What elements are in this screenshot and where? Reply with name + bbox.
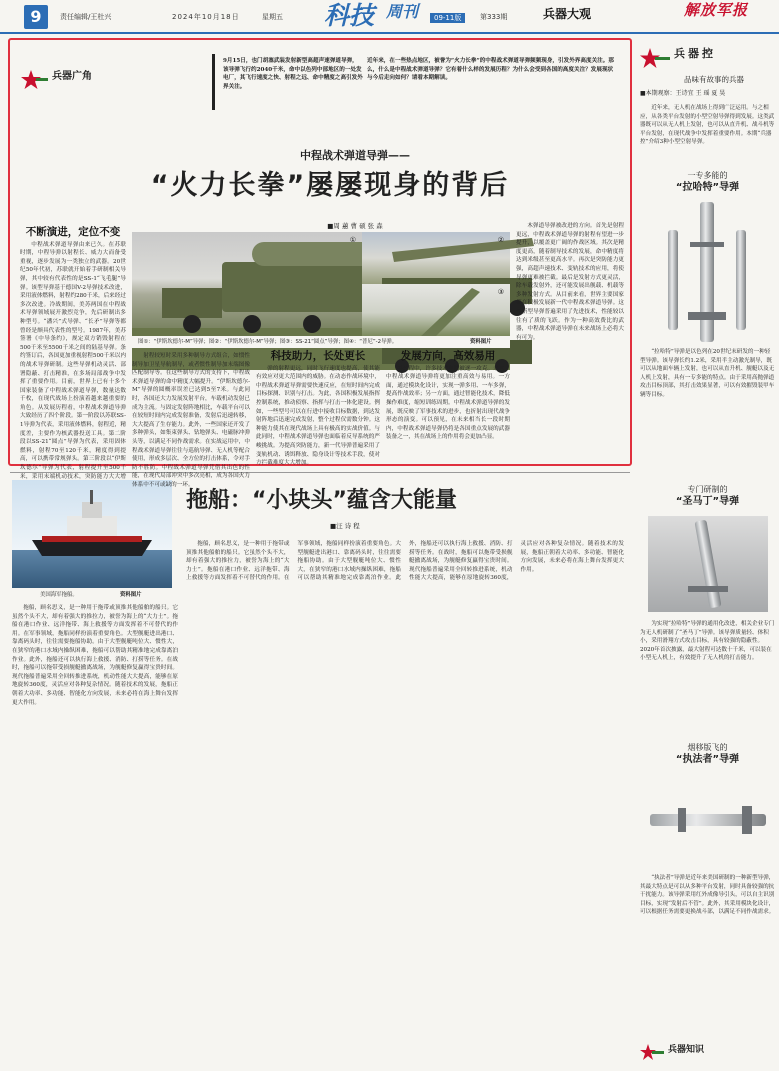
column-2-main xyxy=(132,352,250,488)
sidebar-title: 兵器控 xyxy=(674,47,716,60)
missile-1-image xyxy=(648,202,768,342)
issue-number: 第333期 xyxy=(480,13,508,21)
bottom-body-left xyxy=(12,604,178,1060)
sidebar-footer-logo xyxy=(640,1044,664,1062)
missile-2-image xyxy=(648,516,768,612)
photo-caption-text: 图①：“伊斯坎德尔-M”导弹；图②：“伊斯坎德尔-M”导弹；图③：SS-21“圆点”导弹；图④：“普尼”-2导弹。 xyxy=(138,339,398,345)
bottom-body-text xyxy=(186,540,624,1060)
masthead-subtitle: 周刊 xyxy=(386,2,419,21)
sidebar-logo xyxy=(640,48,670,70)
column-5 xyxy=(516,222,624,458)
column-3-main xyxy=(256,350,380,467)
column-name: 兵器大观 xyxy=(543,7,592,21)
page-header xyxy=(0,0,779,34)
section-label-text: 兵器广角 xyxy=(52,71,92,82)
photo-iskander-2 xyxy=(362,232,510,284)
photo-ss21 xyxy=(362,284,510,336)
sidebar-intro: 近年来，无人机在战场上得到广泛运用。与之相应，从各类平台发射的小型空射导弹得到发展。这类武器既可以从无人机上发射，也可以从直升机、战斗机等平台发射，在现代战争中发挥着重要作用。本期“兵器控”介绍3种小型空射导弹。 xyxy=(640,105,775,146)
summary-left: 9月15日，也门胡塞武装发射新型高超声速弹道导弹，该导弹飞行约2040千米，命中以色列中部地区的一处发电厂，其飞行速度之快、射程之远、命中精度之高引发外界关注。 xyxy=(223,58,363,90)
bottom-photo xyxy=(12,480,172,588)
column-1-text: 中程战术弹道导弹由来已久。在苏联时期，中程导弹以射程长、威力大而备受重视，逐步发展为一类独立的武器。20世纪50年代初，苏联就开始着手研制相关导弹，其中较有代表性的是SS-1“飞毛腿”导弹。该型导弹基于德国V-2导弹技术改进，采用液体燃料，射程约280千米，后来经过多次改进。冷战期间，美苏两国在中程战术导弹领域展开激烈竞争，先后研制出多种型号。“潘兴”式导弹、“长矛”导弹等都曾经是颇具代表性的型号。1987年，美苏签署《中导条约》，规定双方销毁射程在500千米至5500千米之间的陆基导弹。条约签订后，各国更加重视射程500千米以内的战术导弹研制。这些导弹机动灵活、部署隐蔽、打击精准，在多场局部战争中发挥了重要作用。目前，世界上已有十多个国家装备了中程战术弹道导弹，数量达数千枚，在现代战场上扮演着越来越重要的角色。从发展历程看，中程战术弹道导弹大致经历了四个阶段。第一阶段以苏联SS-1导弹为代表，采用液体燃料，射程近，精度差，主要作为核武器投送工具。第二阶段以SS-21“圆点”导弹为代表，采用固体燃料，射程70至120千米，精度得到提高，可以携带常规弹头。第三阶段以“伊斯坎德尔”导弹为代表，射程提升至500千米，采用末端机动技术，突防能力大大增 xyxy=(20,241,126,480)
issue-range: 09-11版 xyxy=(430,13,465,23)
sidebar-footer-label: 兵器知识 xyxy=(668,1045,705,1055)
sidebar-column-label: ■本期观察：王诗宜 王 瑶 夏 昊 xyxy=(640,90,726,97)
bottom-headline: 拖船：“小块头”蕴含大能量 xyxy=(186,488,457,513)
newspaper-logo: 解放军报 xyxy=(684,1,749,19)
missile-3-image xyxy=(648,774,768,870)
column-3-text: 弹的射程更远，同时飞行速度也提高，使其能有效应对更大范围内的威胁。在动态作战环境中，中程战术弹道导弹需要快速反应，在短时间内完成目标探测、识别与打击。为此，各国积极发展指挥控制系统，推动侦察、指挥与打击一体化建设。例如，一些型号可以在行进中接收目标数据，到达发射阵地后迅速完成发射，整个过程仅需数分钟。这种能力使其在现代战场上具有极高的实战价值。与此同时，中程战术弹道导弹也面临着反导系统的严峻挑战。为提高突防能力，新一代导弹普遍采用了变轨机动、诱饵释放、隐身设计等技术手段，使对方拦截难度大大增加。 xyxy=(256,365,380,467)
sidebar-item-3-tag: 烟移版飞的 xyxy=(687,743,728,752)
subhead-3: 发展方向，高效易用 xyxy=(400,350,496,362)
masthead-title: 科技 xyxy=(324,1,375,30)
bottom-byline: ■汪 诗 程 xyxy=(330,522,360,530)
headline: “火力长拳”屡屡现身的背后 xyxy=(150,170,510,201)
editor-credit: 责任编辑/王杜兴 xyxy=(60,13,112,21)
photo-iskander-1 xyxy=(132,232,362,336)
sidebar-item-1-text: “拉哈特”导弹是以色列在20世纪末研发的一种轻型导弹。该导弹长约1.2米，采用半主动激光制导，既可以从地面车辆上发射，也可以从直升机、舰艇以及无人机上发射，具有一专多能的特点。由于采用高抛弹道攻击目标顶部，其打击效果显著，可以有效摧毁装甲车辆等目标。 xyxy=(640,349,775,398)
bottom-divider xyxy=(10,472,630,473)
sidebar-item-3-text: “执法者”导弹是近年来美国研制的一种新型导弹，其最大特点是可以从多种平台发射，同时具备较强的抗干扰能力。该导弹采用红外成像导引头，可以自主识别目标，实现“发射后不管”。此外，其采用模块化设计，可以根据任务需要更换战斗部，以满足不同作战需求。 xyxy=(640,875,775,916)
photo-marker-3: ③ xyxy=(497,288,504,296)
bottom-body-left-paragraph: 拖船，顾名思义，是一种用于拖带或顶推其他船舶的船只。它虽然个头不大，却有着强大的推拉力，被誉为海上的“大力士”。拖船在港口作业、远洋拖带、海上救援等方面发挥着不可替代的作用。在军事领域，拖船同样扮演着重要角色。大型舰艇进出港口、靠离码头时，往往需要拖船协助。由于大型舰艇吨位大、惯性大，在狭窄的港口水域内操纵困难，拖船可以帮助其精准地完成靠离泊作业。此外，拖船还可以执行海上救援、消防、打捞等任务。在战时，拖船可以拖带受损舰艇撤离战场，为舰艇修复赢得宝贵时间。现代拖船普遍采用全回转推进系统，机动性能大大提高，能够在原地旋转360度，灵活应对各种复杂情况。随着技术的发展，拖船正朝着大功率、多功能、智能化方向发展，未来必将在海上舞台发挥更大作用。 xyxy=(12,605,178,706)
column-2-text: 射程较短时采用多种制导方式组合，如惯性制导加卫星导航制导，或者惯性制导加末端图像匹配制导等。在这些制导方式的支持下，中程战术弹道导弹的命中精度大幅提升。“伊斯坎德尔-M”导弹的圆概率误差已达到5至7米。与此同时，各国还大力发展发射平台，车载机动发射已成为主流。与固定发射阵地相比，车载平台可以在较短时间内完成发射准备，发射后迅速转移，大大提高了生存能力。此外，一些国家还开发了多种弹头，如集束弹头、钻地弹头、电磁脉冲弹头等，以满足不同作战需求。在实战运用中，中程战术弹道导弹往往与巡航导弹、无人机等配合使用，形成多层次、全方位的打击体系，令对手防不胜防。中程战术弹道导弹凭借其出色的性能，在现代局部冲突中多次亮相，成为各国火力体系中不可或缺的一环。 xyxy=(132,353,250,488)
star-icon xyxy=(22,70,48,90)
bottom-photo-source: 资料图片 xyxy=(120,592,142,598)
sidebar-item-2-name: “圣马丁”导弹 xyxy=(675,496,740,507)
column-1 xyxy=(20,222,126,480)
subhead-2: 科技助力，长处更长 xyxy=(270,350,366,362)
photo-caption-source: 资料图片 xyxy=(470,339,492,345)
issue-date: 2024年10月18日 xyxy=(172,13,240,21)
column-4-text: 展过程中，许多技术难题被逐一攻克。未来，中程战术弹道导弹将更加注重高效与易用。一方面，通过模块化设计，实现一弹多用、一车多弹，提高作战效率；另一方面，通过智能化技术，降低操作难度，缩短训练周期。中程战术弹道导弹的发展，既反映了军事技术的进步，也折射出现代战争形态的演变。可以预见，在未来相当长一段时期内，中程战术弹道导弹仍将是各国重点发展的武器装备之一，其在战场上的作用将会更加凸显。 xyxy=(386,365,510,441)
sidebar-item-3-name: “执法者”导弹 xyxy=(675,754,740,765)
sidebar-item-2-text: 为实现“拉哈特”导弹的通用化改进，相关企业专门为无人机研制了“圣马丁”导弹。该导弹质量轻、体积小，采用滑翔方式攻击目标，具有较强的隐蔽性。2020年首次披露，最大射程可达数十千米，可以装在小型无人机上，有效提升了无人机的打击能力。 xyxy=(640,621,775,662)
column-4-main xyxy=(386,352,510,460)
bottom-body-paragraph: 拖船，顾名思义，是一种用于拖带或顶推其他船舶的船只。它虽然个头不大，却有着强大的推拉力，被誉为海上的“大力士”。拖船在港口作业、远洋拖带、海上救援等方面发挥着不可替代的作用。在军事领域，拖船同样扮演着重要角色。大型舰艇进出港口、靠离码头时，往往需要拖船协助。由于大型舰艇吨位大、惯性大，在狭窄的港口水域内操纵困难，拖船可以帮助其精准地完成靠离泊作业。此外，拖船还可以执行海上救援、消防、打捞等任务。在战时，拖船可以拖带受损舰艇撤离战场，为舰艇修复赢得宝贵时间。现代拖船普遍采用全回转推进系统，机动性能大大提高，能够在原地旋转360度，灵活应对各种复杂情况。随着技术的发展，拖船正朝着大功率、多功能、智能化方向发展，未来必将在海上舞台发挥更大作用。 xyxy=(186,541,624,582)
sidebar xyxy=(640,38,775,1068)
issue-weekday: 星期五 xyxy=(262,13,283,21)
sidebar-item-1-name: “拉哈特”导弹 xyxy=(675,182,740,193)
sidebar-item-1-tag: 一专多能的 xyxy=(687,171,728,180)
bottom-photo-caption: 美国海军拖船。 xyxy=(40,592,78,598)
column-5-text: 木弹道导弹被改进的方向。首先是射程更远，中程战术弹道导弹的射程有望进一步提升，以覆盖更广阔的作战区域。其次是精度更高，随着制导技术的发展，命中精度将达到米级甚至更高水平。再次是突防能力更强，高超声速技术、变轨技术的应用，将使导弹更难被拦截。最后是发射方式更灵活，除车载发射外，还可能发展出舰载、机载等多种发射方式。从目前来看，世界主要国家都在积极发展新一代中程战术弹道导弹。这些新型导弹普遍采用了先进技术，性能较以往有了质的飞跃。作为一种高效费比的武器，中程战术弹道导弹在未来战场上必将大有可为。 xyxy=(516,223,624,341)
photo-marker-2: ② xyxy=(497,236,504,244)
byline: ■周 蕙 曹 硕 张 森 xyxy=(327,222,383,230)
kicker: 中程战术弹道导弹—— xyxy=(300,149,410,162)
photo-collage xyxy=(132,232,510,336)
page-number: 9 xyxy=(24,5,48,29)
sidebar-item-2-tag: 专门研制的 xyxy=(687,485,728,494)
sidebar-subtitle: 品味有故事的兵器 xyxy=(684,75,744,84)
subhead-1: 不断演进，定位不变 xyxy=(25,226,121,238)
summary-box xyxy=(212,54,616,110)
photo-marker-1: ① xyxy=(349,236,356,244)
summary-right: 近年来，在一些热点地区，被誉为“火力长拳”的中程战术弹道导弹频频现身，引发外界高度关注。那么，什么是中程战术弹道导弹？它有着什么样的发展历程？为什么会受到各国的高度关注？发展现状与今后走向如何？请看本期解读。 xyxy=(367,58,614,82)
